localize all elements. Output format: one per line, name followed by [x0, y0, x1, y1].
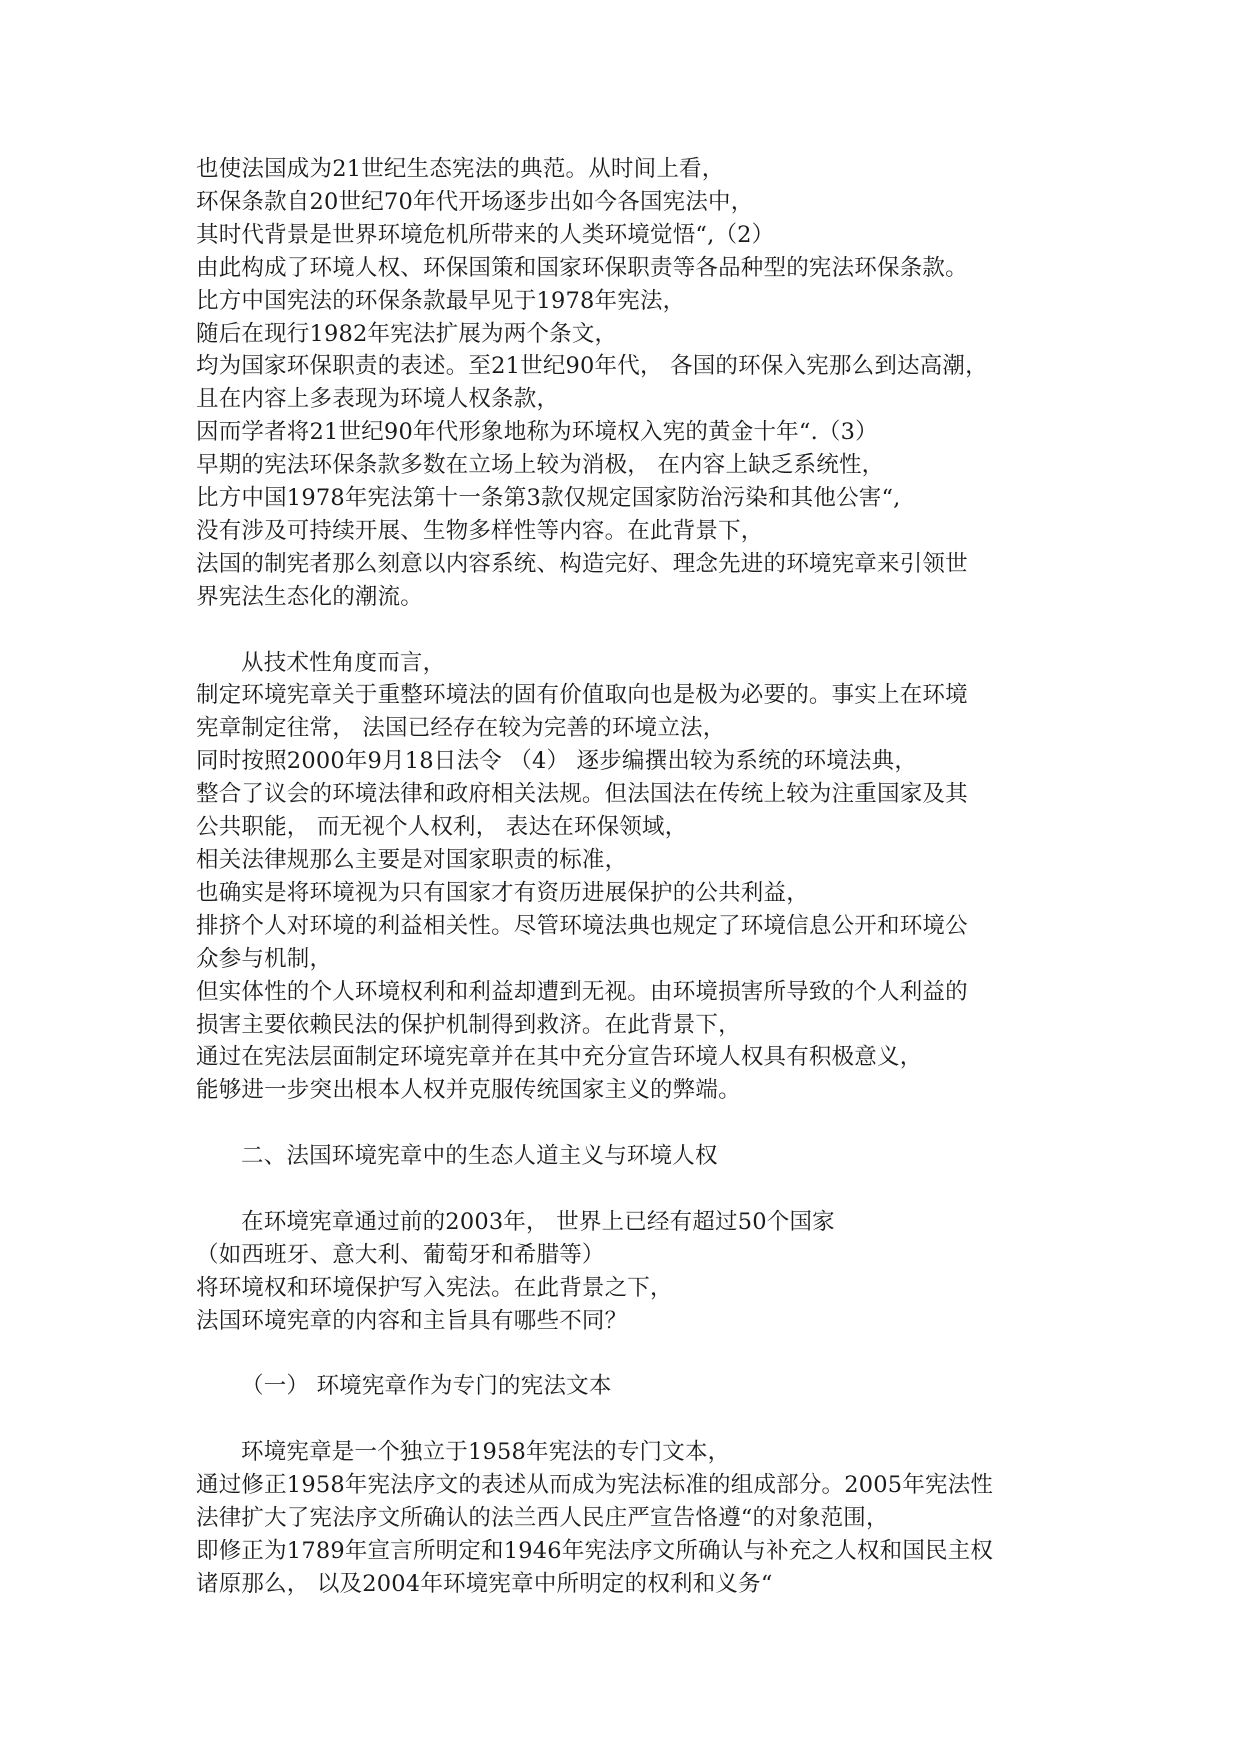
paragraph-context-2003 — [196, 1206, 1056, 1338]
text-line: 法国环境宪章的内容和主旨具有哪些不同？ — [196, 1307, 628, 1334]
text-line: 制定环境宪章关于重整环境法的固有价值取向也是极为必要的。事实上在环境 — [196, 682, 968, 709]
text-line: 通过修正1958年宪法序文的表述从而成为宪法标准的组成部分。2005年宪法性 — [196, 1472, 994, 1499]
text-line: 早期的宪法环保条款多数在立场上较为消极， 在内容上缺乏系统性， — [196, 452, 885, 479]
text-line: 众参与机制， — [196, 945, 333, 972]
paragraph-spacer — [196, 1338, 1056, 1371]
text-line: 界宪法生态化的潮流。 — [196, 583, 424, 610]
text-line: 从技术性角度而言， — [241, 649, 446, 676]
paragraph-spacer — [196, 1173, 1056, 1206]
text-line: 在环境宪章通过前的2003年， 世界上已经有超过50个国家 — [241, 1208, 835, 1235]
section-heading — [196, 1140, 1056, 1173]
text-line: 也使法国成为21世纪生态宪法的典范。从时间上看， — [196, 156, 725, 182]
text-line: 排挤个人对环境的利益相关性。尽管环境法典也规定了环境信息公开和环境公 — [196, 912, 968, 939]
text-line: 损害主要依赖民法的保护机制得到救济。在此背景下， — [196, 1011, 741, 1038]
text-line: 将环境权和环境保护写入宪法。在此背景之下， — [196, 1274, 673, 1301]
text-line: 环保条款自20世纪70年代开场逐步出如今各国宪法中， — [196, 188, 754, 215]
text-line: 随后在现行1982年宪法扩展为两个条文， — [196, 320, 618, 347]
text-line: 通过在宪法层面制定环境宪章并在其中充分宣告环境人权具有积极意义， — [196, 1044, 923, 1071]
paragraph-charter-as-constitutional-text — [196, 1436, 1056, 1601]
text-line: 比方中国宪法的环保条款最早见于1978年宪法， — [196, 287, 686, 314]
text-line: 相关法律规那么主要是对国家职责的标准， — [196, 847, 628, 874]
section-heading-text: 二、法国环境宪章中的生态人道主义与环境人权 — [241, 1143, 718, 1170]
text-line: 整合了议会的环境法律和政府相关法规。但法国法在传统上较为注重国家及其 — [196, 781, 968, 808]
text-line: 即修正为1789年宣言所明定和1946年宪法序文所确认与补充之人权和国民主权 — [196, 1537, 994, 1564]
text-line: 因而学者将21世纪90年代形象地称为环境权入宪的黄金十年“.（3） — [196, 419, 878, 446]
text-line: 且在内容上多表现为环境人权条款， — [196, 386, 560, 413]
text-line: 由此构成了环境人权、环保国策和国家环保职责等各品种型的宪法环保条款。 — [196, 254, 968, 281]
paragraph-technical-perspective — [196, 647, 1056, 1108]
text-line: 比方中国1978年宪法第十一条第3款仅规定国家防治污染和其他公害“, — [196, 485, 901, 512]
text-line: 也确实是将环境视为只有国家才有资历进展保护的公共利益， — [196, 879, 809, 906]
document-body — [196, 153, 1056, 1601]
text-line: 公共职能， 而无视个人权利， 表达在环保领域， — [196, 814, 688, 841]
subsection-heading — [196, 1370, 1056, 1403]
text-line: 宪章制定往常， 法国已经存在较为完善的环境立法， — [196, 715, 726, 742]
text-line: 环境宪章是一个独立于1958年宪法的专门文本， — [241, 1439, 731, 1466]
subsection-heading-text: （一） 环境宪章作为专门的宪法文本 — [241, 1373, 612, 1400]
text-line: 其时代背景是世界环境危机所带来的人类环境觉悟“,（2） — [196, 221, 775, 248]
text-line: 但实体性的个人环境权利和利益却遭到无视。由环境损害所导致的个人利益的 — [196, 978, 968, 1005]
paragraph-spacer — [196, 614, 1056, 647]
text-line: 法律扩大了宪法序文所确认的法兰西人民庄严宣告恪遵“的对象范围， — [196, 1505, 889, 1532]
text-line: 同时按照2000年9月18日法令 （4） 逐步编撰出较为系统的环境法典， — [196, 748, 918, 775]
text-line: 诸原那么， 以及2004年环境宪章中所明定的权利和义务“ — [196, 1570, 773, 1597]
paragraph-environmental-clauses-history — [196, 153, 1056, 614]
text-line: （如西班牙、意大利、葡萄牙和希腊等） — [196, 1241, 605, 1268]
text-line: 能够进一步突出根本人权并克服传统国家主义的弊端。 — [196, 1077, 741, 1104]
paragraph-spacer — [196, 1403, 1056, 1436]
text-line: 均为国家环保职责的表述。至21世纪90年代， 各国的环保入宪那么到达高潮， — [196, 353, 988, 380]
text-line: 法国的制宪者那么刻意以内容系统、构造完好、理念先进的环境宪章来引领世 — [196, 550, 968, 577]
paragraph-spacer — [196, 1107, 1056, 1140]
text-line: 没有涉及可持续开展、生物多样性等内容。在此背景下， — [196, 517, 764, 544]
